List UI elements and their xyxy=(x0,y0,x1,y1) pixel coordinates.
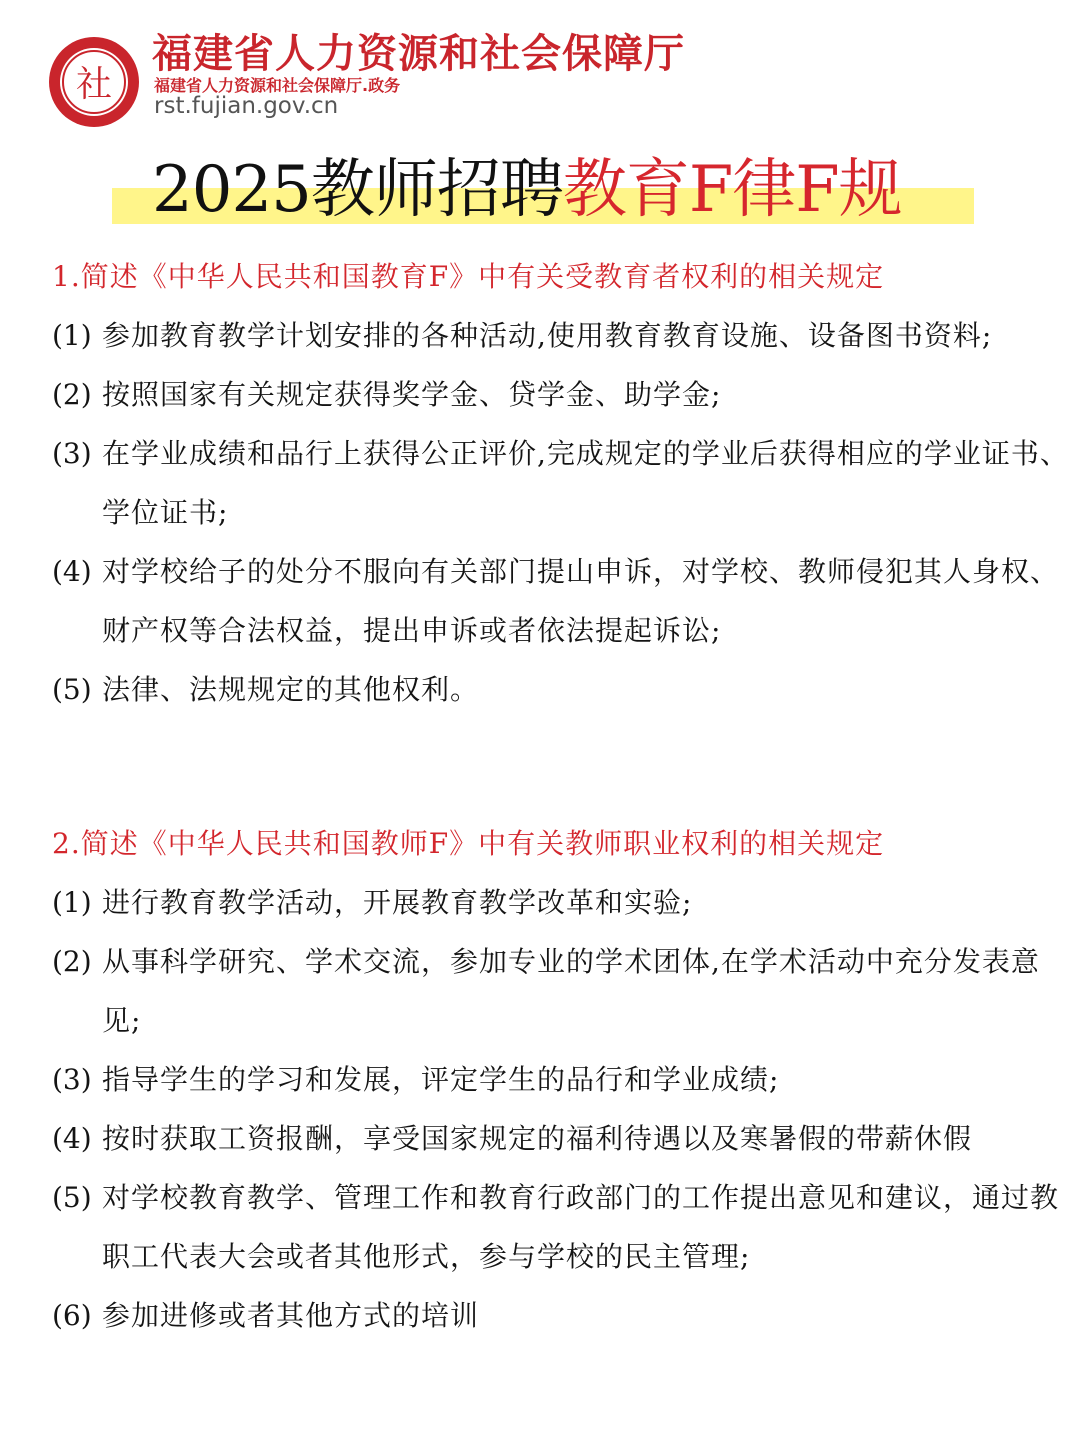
item-text: 进行教育教学活动，开展教育教学改革和实验; xyxy=(102,886,693,919)
item-text: 按时获取工资报酬，享受国家规定的福利待遇以及寒暑假的带薪休假 xyxy=(102,1122,973,1155)
section-heading: 1.简述《中华人民共和国教育F》中有关受教育者权利的相关规定 xyxy=(52,260,885,293)
item-number: (3) xyxy=(52,437,92,470)
item-text: 在学业成绩和品行上获得公正评价,完成规定的学业后获得相应的学业证书、学位证书; xyxy=(102,437,1069,529)
item-number: (1) xyxy=(52,319,92,352)
item-number: (3) xyxy=(52,1063,92,1096)
org-url: rst.fujian.gov.cn xyxy=(154,93,339,119)
item-text: 对学校教育教学、管理工作和教育行政部门的工作提出意见和建议，通过教职工代表大会或者其他形式，参与学校的民主管理; xyxy=(102,1181,1060,1273)
title-accent: 教育F律F规 xyxy=(562,153,902,227)
section-heading: 2.简述《中华人民共和国教师F》中有关教师职业权利的相关规定 xyxy=(52,827,885,860)
section-student-rights xyxy=(52,248,1072,719)
item-number: (4) xyxy=(52,1122,92,1155)
item-number: (4) xyxy=(52,555,92,588)
item-text: 对学校给子的处分不服向有关部门提山申诉，对学校、教师侵犯其人身权、财产权等合法权益，提出申诉或者依法提起诉讼; xyxy=(102,555,1060,647)
title-prefix: 2025教师招聘 xyxy=(152,153,563,227)
content xyxy=(52,248,1072,1345)
item-text: 参加教育教学计划安排的各种活动,使用教育教育设施、设备图书资料; xyxy=(102,319,993,352)
seal-logo-icon xyxy=(48,36,140,128)
item-number: (5) xyxy=(52,1181,92,1214)
item-number: (1) xyxy=(52,886,92,919)
list-item xyxy=(52,365,1072,424)
list-item xyxy=(52,1050,1072,1109)
seal-char: 社 xyxy=(75,64,113,105)
page-title xyxy=(112,150,974,230)
section-teacher-rights xyxy=(52,815,1072,1345)
item-number: (5) xyxy=(52,673,92,706)
item-number: (2) xyxy=(52,945,92,978)
org-subtitle: 福建省人力资源和社会保障厅.政务 xyxy=(154,76,401,95)
item-number: (6) xyxy=(52,1299,92,1332)
org-name: 福建省人力资源和社会保障厅 xyxy=(152,31,685,77)
item-number: (2) xyxy=(52,378,92,411)
section-divider xyxy=(52,719,1072,815)
list-item xyxy=(52,542,1072,660)
item-text: 指导学生的学习和发展，评定学生的品行和学业成绩; xyxy=(102,1063,780,1096)
list-item xyxy=(52,424,1072,542)
list-item xyxy=(52,1109,1072,1168)
list-item xyxy=(52,1168,1072,1286)
header xyxy=(44,18,744,128)
title-text xyxy=(152,150,902,230)
item-text: 从事科学研究、学术交流，参加专业的学术团体,在学术活动中充分发表意见; xyxy=(102,945,1040,1037)
item-text: 法律、法规规定的其他权利。 xyxy=(102,673,480,706)
item-text: 按照国家有关规定获得奖学金、贷学金、助学金; xyxy=(102,378,722,411)
list-item xyxy=(52,306,1072,365)
list-item xyxy=(52,932,1072,1050)
list-item xyxy=(52,1286,1072,1345)
list-item xyxy=(52,873,1072,932)
list-item xyxy=(52,660,1072,719)
item-text: 参加进修或者其他方式的培训 xyxy=(102,1299,480,1332)
